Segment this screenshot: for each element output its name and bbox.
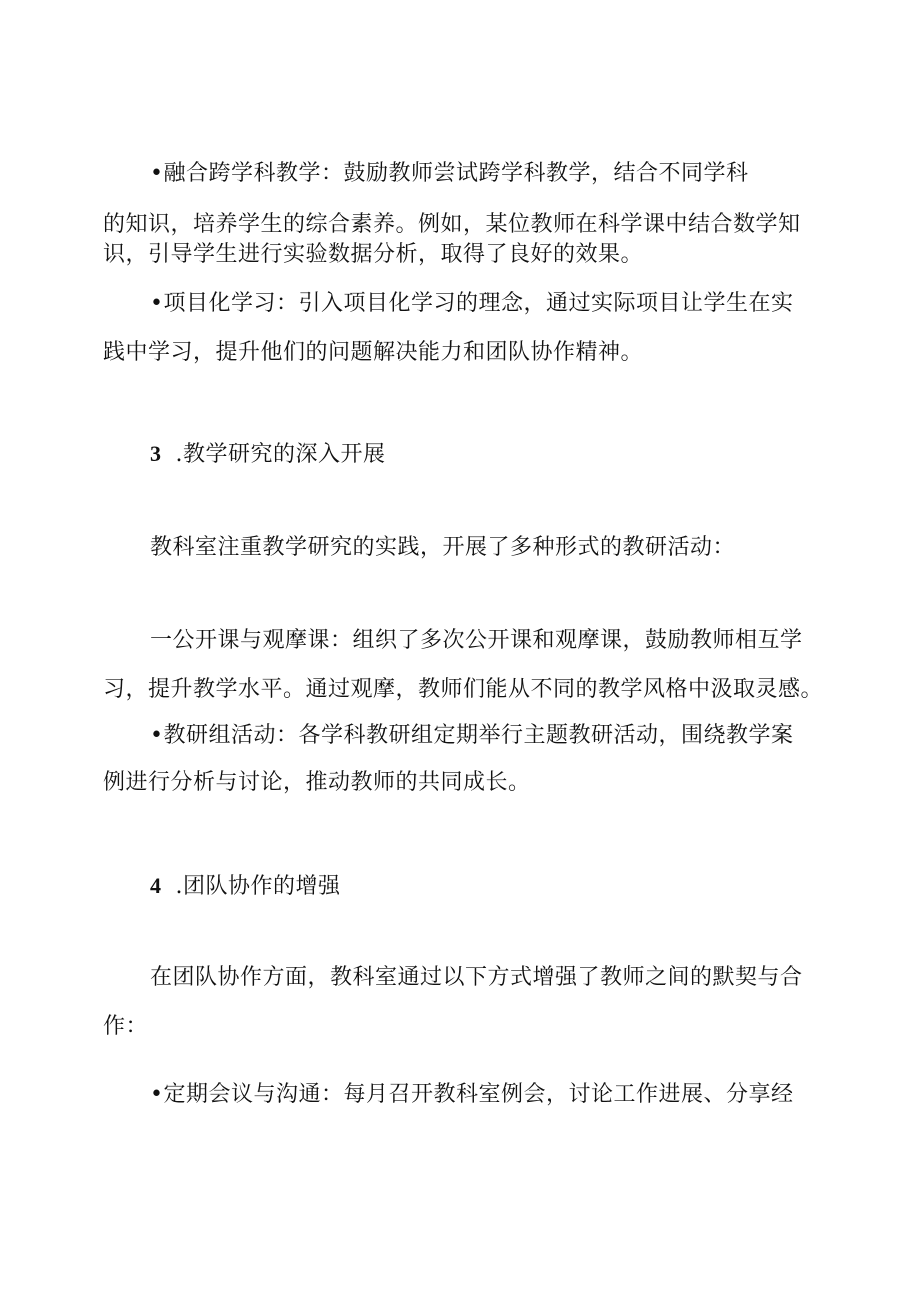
section-title: .团队协作的增强 [175,874,341,899]
paragraph-line: 例进行分析与讨论，推动教师的共同成长。 [103,770,531,795]
paragraph-line: 的知识，培养学生的综合素养。例如，某位教师在科学课中结合数学知 [103,212,801,237]
paragraph-line: •定期会议与沟通：每月召开教科室例会，讨论工作进展、分享经 [150,1082,794,1107]
section-heading-3 [150,440,386,469]
paragraph-line: 识，引导学生进行实验数据分析，取得了良好的效果。 [103,242,644,267]
paragraph-line: 一公开课与观摩课：组织了多次公开课和观摩课，鼓励教师相互学 [150,628,803,653]
paragraph-line: 践中学习，提升他们的问题解决能力和团队协作精神。 [103,340,644,365]
section-title: .教学研究的深入开展 [175,442,386,467]
section-number: 4 [150,873,162,898]
paragraph-line: 习，提升教学水平。通过观摩，教师们能从不同的教学风格中汲取灵感。 [103,677,824,702]
section-number: 3 [150,441,162,466]
paragraph-line: 教科室注重教学研究的实践，开展了多种形式的教研活动： [150,535,736,560]
section-heading-4 [150,872,341,901]
paragraph-line: •融合跨学科教学：鼓励教师尝试跨学科教学，结合不同学科 [150,161,749,186]
paragraph-line: 在团队协作方面，教科室通过以下方式增强了教师之间的默契与合 [150,965,803,990]
paragraph-line: •教研组活动：各学科教研组定期举行主题教研活动，围绕教学案 [150,723,794,748]
paragraph-line: •项目化学习：引入项目化学习的理念，通过实际项目让学生在实 [150,291,794,316]
paragraph-line: 作： [103,1014,149,1039]
